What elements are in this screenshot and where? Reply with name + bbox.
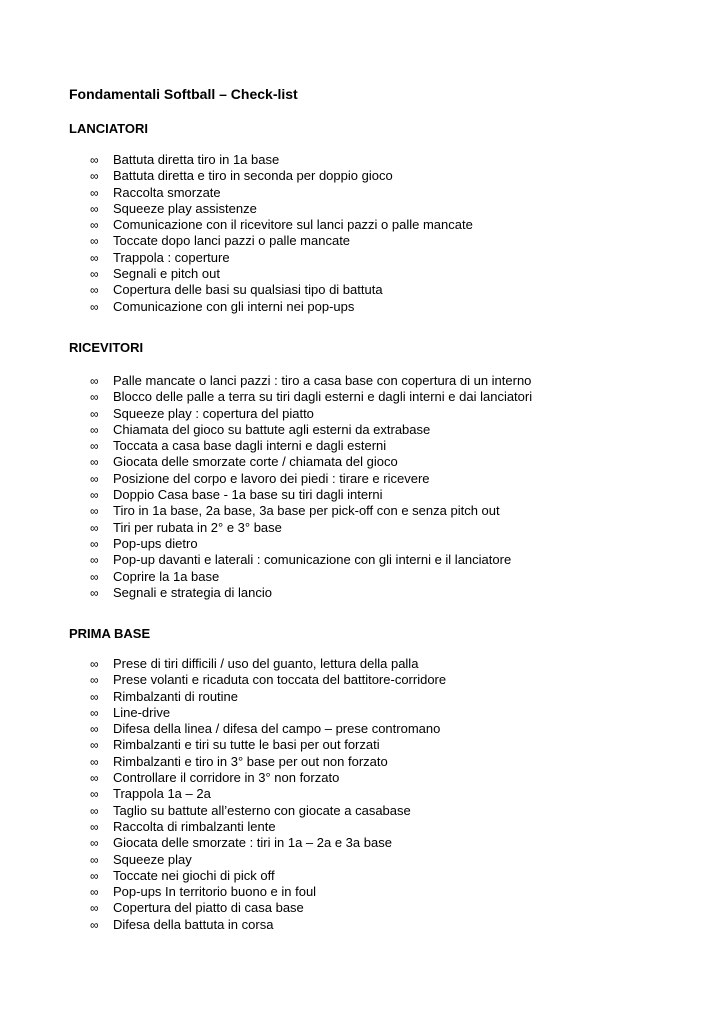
infinity-bullet-icon: ∞ bbox=[90, 585, 99, 600]
list-item: ∞ Coprire la 1a base bbox=[90, 568, 220, 584]
list-item: ∞ Palle mancate o lanci pazzi : tiro a casa base con copertura di un interno bbox=[90, 373, 532, 388]
infinity-bullet-icon: ∞ bbox=[90, 836, 99, 851]
list-item: ∞ Difesa della battuta in corsa bbox=[90, 916, 274, 932]
list-item: ∞ Trappola : coperture bbox=[90, 249, 230, 265]
list-item: ∞ Copertura del piatto di casa base bbox=[90, 900, 304, 916]
list-item: ∞ Copertura delle basi su qualsiasi tipo di battuta bbox=[90, 282, 383, 298]
infinity-bullet-icon: ∞ bbox=[90, 852, 99, 867]
infinity-bullet-icon: ∞ bbox=[90, 705, 99, 720]
infinity-bullet-icon: ∞ bbox=[90, 754, 99, 769]
list-item: ∞ Raccolta di rimbalzanti lente bbox=[90, 818, 276, 834]
infinity-bullet-icon: ∞ bbox=[90, 153, 99, 167]
infinity-bullet-icon: ∞ bbox=[90, 819, 99, 834]
list-item: ∞ Prese volanti e ricaduta con toccata del battitore-corridore bbox=[90, 672, 447, 688]
infinity-bullet-icon: ∞ bbox=[90, 917, 99, 932]
list-item: ∞ Tiri per rubata in 2° e 3° base bbox=[90, 519, 282, 535]
infinity-bullet-icon: ∞ bbox=[90, 520, 99, 535]
infinity-bullet-icon: ∞ bbox=[90, 657, 99, 671]
infinity-bullet-icon: ∞ bbox=[90, 536, 99, 551]
list-item: ∞ Tiro in 1a base, 2a base, 3a base per pick-off con e senza pitch out bbox=[90, 503, 500, 519]
infinity-bullet-icon: ∞ bbox=[90, 234, 99, 249]
section-heading-ricevitori: RICEVITORI bbox=[69, 340, 144, 355]
list-item: ∞ Comunicazione con il ricevitore sul lanci pazzi o palle mancate bbox=[90, 217, 473, 233]
list-item: ∞ Pop-ups In territorio buono e in foul bbox=[90, 884, 317, 900]
infinity-bullet-icon: ∞ bbox=[90, 374, 99, 388]
list-item: ∞ Pop-ups dietro bbox=[90, 535, 198, 551]
list-item: ∞ Toccate nei giochi di pick off bbox=[90, 867, 275, 883]
infinity-bullet-icon: ∞ bbox=[90, 185, 99, 200]
list-item: ∞ Toccata a casa base dagli interni e dagli esterni bbox=[90, 438, 387, 454]
list-item: ∞ Giocata delle smorzate corte / chiamata del gioco bbox=[90, 454, 398, 470]
list-item: ∞ Toccate dopo lanci pazzi o palle mancate bbox=[90, 233, 351, 249]
list-item: ∞ Squeeze play : copertura del piatto bbox=[90, 405, 314, 421]
list-item: ∞ Rimbalzanti e tiri su tutte le basi per out forzati bbox=[90, 737, 380, 753]
lanciatori-list bbox=[90, 152, 473, 315]
infinity-bullet-icon: ∞ bbox=[90, 771, 99, 786]
infinity-bullet-icon: ∞ bbox=[90, 283, 99, 298]
list-item: ∞ Raccolta smorzate bbox=[90, 184, 221, 200]
infinity-bullet-icon: ∞ bbox=[90, 422, 99, 437]
section-heading-prima-base: PRIMA BASE bbox=[69, 626, 151, 641]
list-item: ∞ Squeeze play assistenze bbox=[90, 200, 257, 216]
infinity-bullet-icon: ∞ bbox=[90, 267, 99, 282]
infinity-bullet-icon: ∞ bbox=[90, 738, 99, 753]
list-item: ∞ Prese di tiri difficili / uso del guanto, lettura della palla bbox=[90, 656, 419, 671]
list-item: ∞ Taglio su battute all’esterno con giocate a casabase bbox=[90, 802, 411, 818]
list-item: ∞ Posizione del corpo e lavoro dei piedi : tirare e ricevere bbox=[90, 470, 430, 486]
infinity-bullet-icon: ∞ bbox=[90, 885, 99, 900]
infinity-bullet-icon: ∞ bbox=[90, 250, 99, 265]
list-item: ∞ Difesa della linea / difesa del campo – prese contromano bbox=[90, 721, 441, 737]
infinity-bullet-icon: ∞ bbox=[90, 488, 99, 503]
prima-base-list bbox=[90, 656, 446, 933]
list-item: ∞ Squeeze play bbox=[90, 851, 192, 867]
infinity-bullet-icon: ∞ bbox=[90, 673, 99, 688]
infinity-bullet-icon: ∞ bbox=[90, 787, 99, 802]
infinity-bullet-icon: ∞ bbox=[90, 201, 99, 216]
list-item: ∞ Comunicazione con gli interni nei pop-ups bbox=[90, 298, 355, 314]
infinity-bullet-icon: ∞ bbox=[90, 504, 99, 519]
list-item: ∞ Segnali e strategia di lancio bbox=[90, 584, 272, 600]
list-item: ∞ Trappola 1a – 2a bbox=[90, 786, 211, 802]
infinity-bullet-icon: ∞ bbox=[90, 471, 99, 486]
list-item: ∞ Pop-up davanti e laterali : comunicazione con gli interni e il lanciatore bbox=[90, 552, 512, 568]
infinity-bullet-icon: ∞ bbox=[90, 553, 99, 568]
document-title: Fondamentali Softball – Check-list bbox=[69, 86, 298, 102]
infinity-bullet-icon: ∞ bbox=[90, 689, 99, 704]
list-item: ∞ Battuta diretta e tiro in seconda per doppio gioco bbox=[90, 168, 393, 184]
infinity-bullet-icon: ∞ bbox=[90, 390, 99, 405]
list-item: ∞ Blocco delle palle a terra su tiri dagli esterni e dagli interni e dai lanciatori bbox=[90, 389, 533, 405]
infinity-bullet-icon: ∞ bbox=[90, 169, 99, 184]
list-item: ∞ Line-drive bbox=[90, 704, 171, 720]
list-item: ∞ Battuta diretta tiro in 1a base bbox=[90, 152, 280, 167]
infinity-bullet-icon: ∞ bbox=[90, 901, 99, 916]
infinity-bullet-icon: ∞ bbox=[90, 803, 99, 818]
section-heading-lanciatori: LANCIATORI bbox=[69, 121, 148, 136]
infinity-bullet-icon: ∞ bbox=[90, 218, 99, 233]
infinity-bullet-icon: ∞ bbox=[90, 722, 99, 737]
infinity-bullet-icon: ∞ bbox=[90, 406, 99, 421]
infinity-bullet-icon: ∞ bbox=[90, 439, 99, 454]
infinity-bullet-icon: ∞ bbox=[90, 455, 99, 470]
infinity-bullet-icon: ∞ bbox=[90, 569, 99, 584]
ricevitori-list bbox=[90, 373, 532, 601]
list-item: ∞ Rimbalzanti e tiro in 3° base per out non forzato bbox=[90, 753, 388, 769]
list-item: ∞ Controllare il corridore in 3° non forzato bbox=[90, 770, 340, 786]
infinity-bullet-icon: ∞ bbox=[90, 868, 99, 883]
list-item: ∞ Segnali e pitch out bbox=[90, 266, 220, 282]
infinity-bullet-icon: ∞ bbox=[90, 299, 99, 314]
list-item: ∞ Rimbalzanti di routine bbox=[90, 688, 239, 704]
list-item: ∞ Doppio Casa base - 1a base su tiri dagli interni bbox=[90, 487, 383, 503]
list-item: ∞ Giocata delle smorzate : tiri in 1a – 2a e 3a base bbox=[90, 835, 392, 851]
list-item: ∞ Chiamata del gioco su battute agli esterni da extrabase bbox=[90, 421, 431, 437]
